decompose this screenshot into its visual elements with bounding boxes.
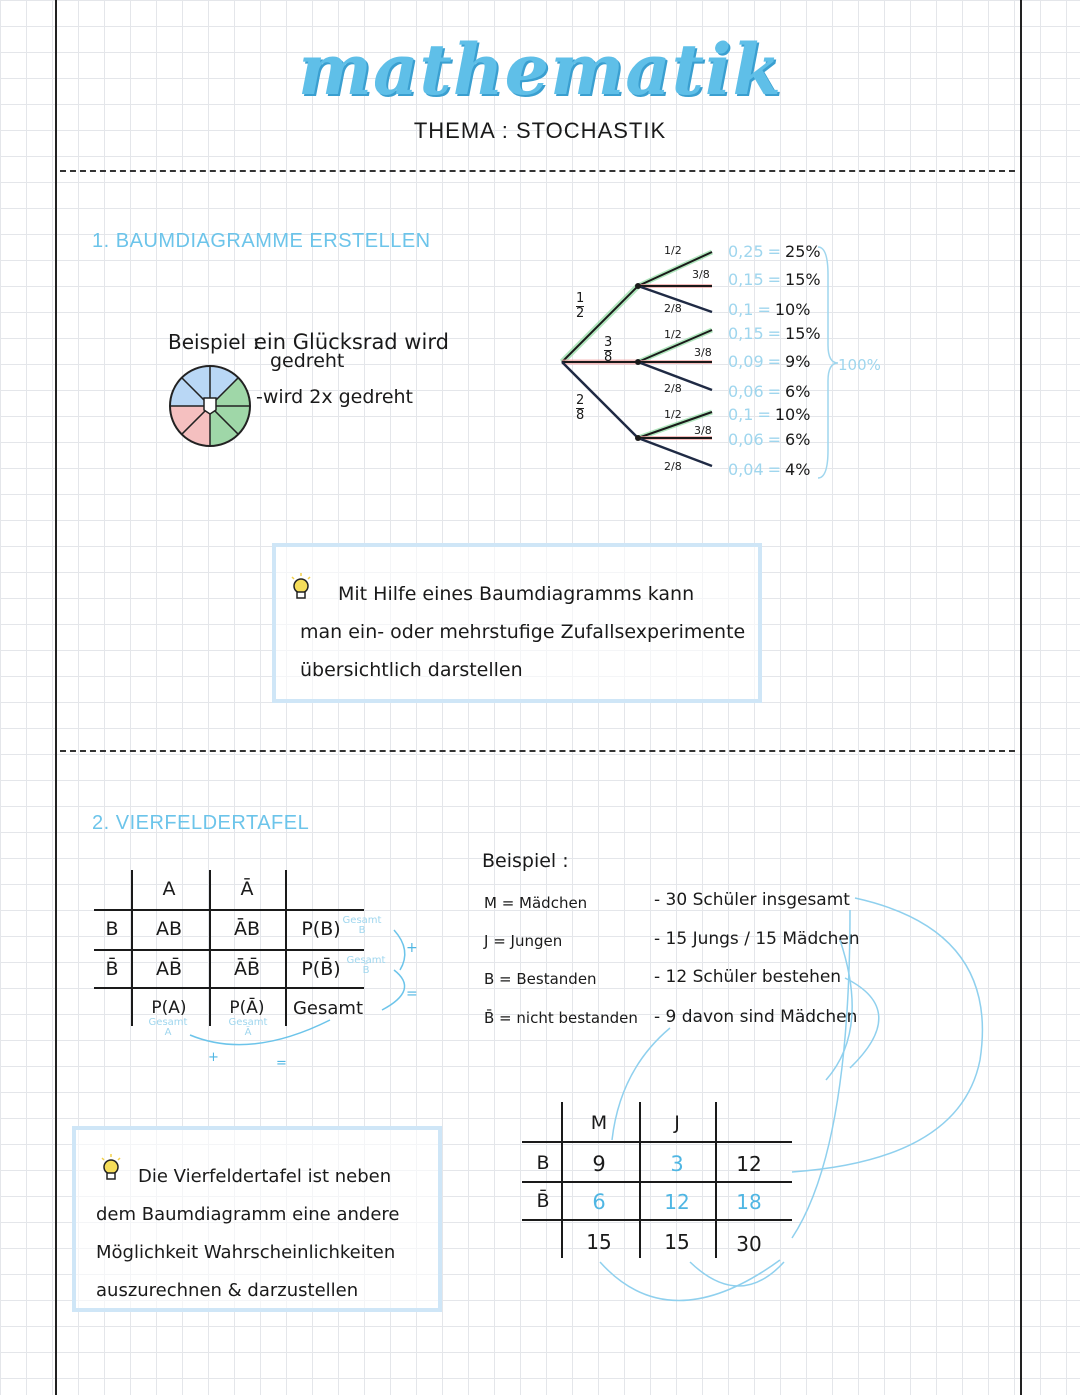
- fact-4: - 9 davon sind Mädchen: [654, 1007, 858, 1027]
- legend-m: M = Mädchen: [484, 894, 588, 912]
- fraction-stage1-green: 1 2: [576, 291, 585, 321]
- note-box-table: [72, 1126, 442, 1312]
- generic-cell-pbbar: P(B̄): [301, 958, 341, 980]
- outcome-row: 0,1 = 10%: [728, 300, 811, 319]
- example-line-3: -wird 2x gedreht: [256, 386, 414, 408]
- example-cell-total-j: 15: [664, 1230, 690, 1254]
- example-cell-bbar-j: 12: [664, 1190, 690, 1214]
- generic-table-arrows: [150, 920, 430, 1070]
- plus-sign-bottom: +: [208, 1050, 219, 1065]
- generic-cell-pb: P(B): [301, 918, 341, 940]
- page-subtitle: THEMA : STOCHASTIK: [413, 118, 667, 143]
- hint-gesamt-b: Gesamt B: [342, 915, 382, 936]
- fraction-stage2-8: 3/8: [694, 424, 712, 437]
- divider-top: [60, 170, 1015, 172]
- fraction-stage2-5: 3/8: [694, 346, 712, 359]
- page-title: mathematik: [297, 28, 783, 111]
- example-cell-bbar-m: 6: [592, 1190, 606, 1214]
- note-table-line-4: auszurechnen & darzustellen: [96, 1280, 359, 1301]
- section1-heading: 1. BAUMDIAGRAMME ERSTELLEN: [92, 230, 431, 252]
- note-table-line-2: dem Baumdiagramm eine andere: [96, 1204, 400, 1225]
- fact-3: - 12 Schüler bestehen: [654, 967, 842, 987]
- hint-gesamt-abar: Gesamt Ā: [228, 1017, 268, 1038]
- legend-bbar: B̄ = nicht bestanden: [484, 1009, 638, 1027]
- glucksrad-wheel: [166, 362, 254, 450]
- example-row-b: B: [536, 1152, 550, 1174]
- right-margin-line: [1020, 0, 1022, 1395]
- note-tree-line-2: man ein- oder mehrstufige Zufallsexperimente: [300, 621, 746, 643]
- example-line-2: gedreht: [270, 350, 345, 372]
- wheel-pointer: [204, 398, 216, 414]
- outcome-row: 0,04 = 4%: [728, 460, 811, 479]
- example-line-1: ein Glücksrad wird: [254, 330, 449, 354]
- fraction-stage1-red: 3 8: [604, 335, 613, 365]
- example-connector-arrows: [580, 890, 1020, 1330]
- fraction-stage2-4: 1/2: [664, 328, 682, 341]
- example-col-j: J: [674, 1112, 680, 1134]
- fraction-stage2-9: 2/8: [664, 460, 682, 473]
- note-tree-line-3: übersichtlich darstellen: [300, 659, 523, 681]
- fraction-stage2-3: 2/8: [664, 302, 682, 315]
- fact-1: - 30 Schüler insgesamt: [654, 890, 850, 910]
- equals-sign-right: =: [406, 986, 418, 1002]
- outcome-row: 0,15 = 15%: [728, 324, 821, 343]
- note-table-line-1: Die Vierfeldertafel ist neben: [138, 1166, 392, 1187]
- fraction-stage2-2: 3/8: [692, 268, 710, 281]
- lightbulb-icon: [290, 573, 312, 603]
- outcome-row: 0,06 = 6%: [728, 382, 811, 401]
- section2-heading: 2. VIERFELDERTAFEL: [92, 812, 310, 834]
- fraction-stage2-7: 1/2: [664, 408, 682, 421]
- outcome-row: 0,25 = 25%: [728, 242, 821, 261]
- divider-middle: [60, 750, 1015, 752]
- generic-cell-abarb: ĀB: [233, 918, 261, 940]
- total-brace: [816, 245, 840, 480]
- note-box-tree: [272, 543, 762, 703]
- generic-row-b: B: [105, 918, 119, 940]
- example-col-m: M: [590, 1112, 608, 1134]
- fact-2: - 15 Jungs / 15 Mädchen: [654, 929, 860, 949]
- example-row-bbar: B̄: [536, 1190, 550, 1212]
- legend-j: J = Jungen: [484, 932, 563, 950]
- generic-col-abar: Ā: [240, 878, 254, 900]
- outcome-row: 0,06 = 6%: [728, 430, 811, 449]
- generic-cell-abarbbar: ĀB̄: [233, 958, 261, 980]
- hint-gesamt-bbar: Gesamt B̄: [346, 955, 386, 976]
- generic-col-a: A: [162, 878, 176, 900]
- legend-b: B = Bestanden: [484, 970, 597, 988]
- example-cell-total-m: 15: [586, 1230, 612, 1254]
- note-tree-line-1: Mit Hilfe eines Baumdiagramms kann: [338, 583, 695, 605]
- example-cell-b-total: 12: [736, 1152, 762, 1176]
- example-cell-b-m: 9: [592, 1152, 606, 1176]
- generic-cell-gesamt: Gesamt: [292, 998, 364, 1019]
- generic-cell-pa: P(A): [151, 998, 187, 1018]
- outcome-row: 0,1 = 10%: [728, 405, 811, 424]
- fraction-stage2-1: 1/2: [664, 244, 682, 257]
- example-cell-total: 30: [736, 1232, 762, 1256]
- example-label: Beispiel :: [168, 330, 260, 354]
- example-cell-b-j: 3: [670, 1152, 684, 1176]
- generic-row-bbar: B̄: [105, 958, 119, 980]
- fraction-stage1-dark: 2 8: [576, 393, 585, 423]
- generic-cell-pabar: P(Ā): [229, 998, 265, 1018]
- generic-cell-ab: AB: [155, 918, 183, 940]
- example-cell-bbar-total: 18: [736, 1190, 762, 1214]
- section2-example-label: Beispiel :: [482, 850, 569, 872]
- branch-stage1-dark: [562, 362, 638, 438]
- note-table-line-3: Möglichkeit Wahrscheinlichkeiten: [96, 1242, 396, 1263]
- outcome-row: 0,15 = 15%: [728, 270, 821, 289]
- plus-sign-right: +: [406, 940, 418, 956]
- equals-sign-bottom: =: [276, 1056, 287, 1071]
- left-margin-line: [55, 0, 57, 1395]
- lightbulb-icon: [100, 1154, 122, 1184]
- total-percent: 100%: [838, 356, 881, 374]
- fraction-stage2-6: 2/8: [664, 382, 682, 395]
- generic-cell-abbar: AB̄: [155, 958, 183, 980]
- hint-gesamt-a: Gesamt A: [148, 1017, 188, 1038]
- outcome-row: 0,09 = 9%: [728, 352, 811, 371]
